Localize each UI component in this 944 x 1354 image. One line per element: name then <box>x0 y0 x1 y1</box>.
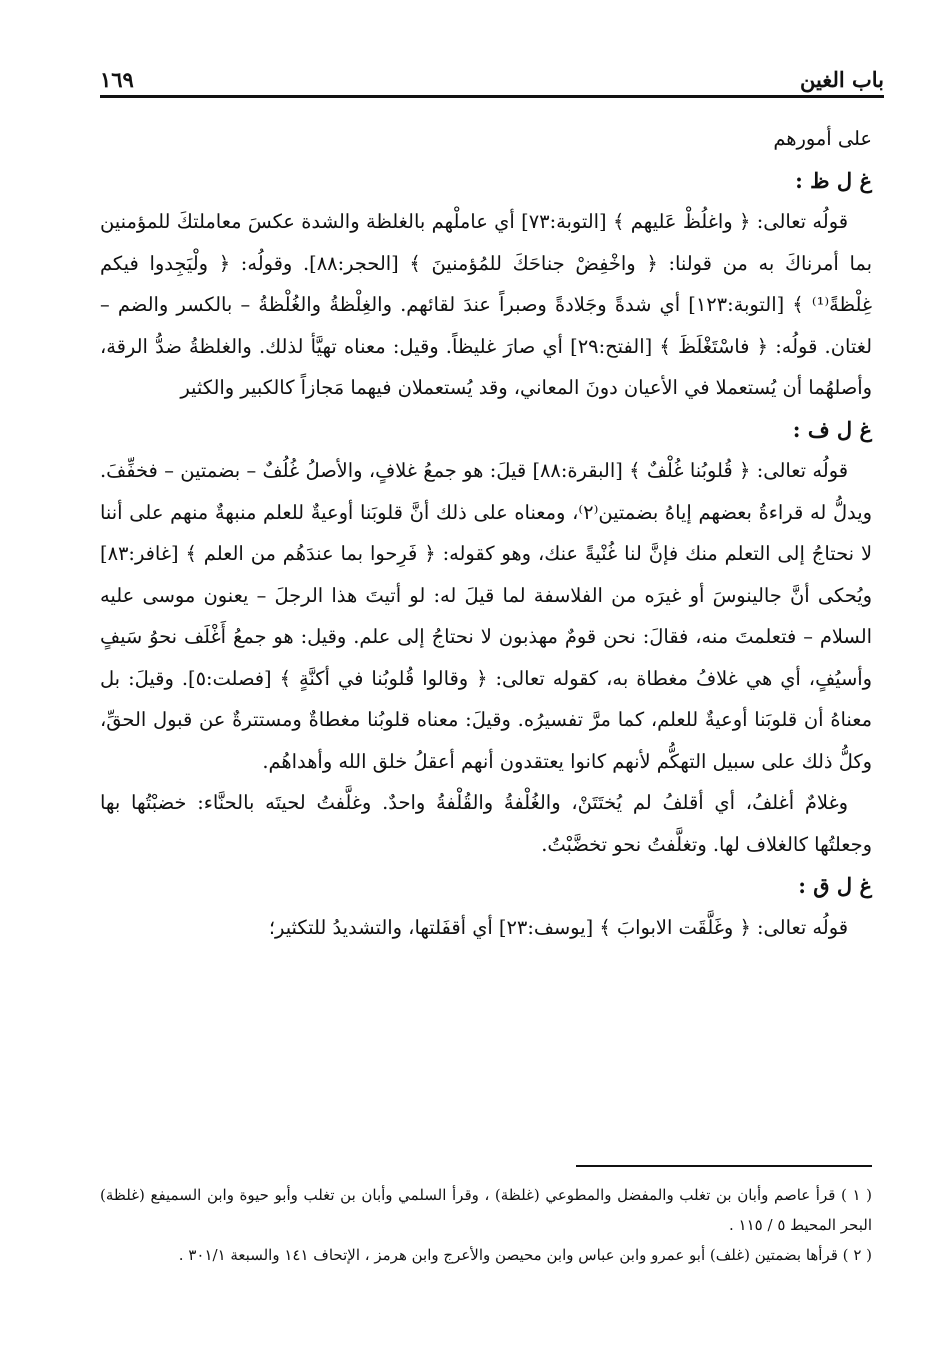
footnote-2: ( ٢ ) قرأها بضمتين (غلف) أبو عمرو وابن عباس وابن محيصن والأعرج وابن هرمز ، الإتحاف ١٤١ والسبعة ٣٠١/١ . <box>178 1246 872 1264</box>
paragraph-ghlf-1: قولُه تعالى: ﴿ قُلوبُنا غُلْفٌ ﴾ [البقرة:٨٨] قيلَ: هو جمعُ غلافٍ، والأصلُ غُلُفٌ – بضمتين – فخفِّفَ. ويدلُّ له قراءةُ بعضهم إياهُ بضمتين⁽٢⁾، ومعناه على ذلك أنَّ قلوبَنا أوعيةٌ للعلم منبهةٌ منهم على أننا لا نحتاجُ إلى التعلم منك فإنَّ لنا غُنْيةً عنك، وهو كقوله: ﴿ فَرِحوا بما عندَهُم من العلم ﴾ [غافر:٨٣] ويُحكى أنَّ جالينوسَ أو غيرَه من الفلاسفة لما قيلَ له: لو أتيتَ هذا الرجلَ – يعنون موسى عليه السلام – فتعلمتَ منه، فقالَ: نحن قومٌ مهذبون لا نحتاجُ إلى علم. وقيل: هو جمعُ أَغْلَف نحوُ سَيفٍ وأسيُفٍ، أي هي غلافُ مغطاة به، كقوله تعالى: ﴿ وقالوا قُلوبُنا في أكنَّةٍ ﴾ [فصلت:٥]. وقيلَ: بل معناهُ أن قلوبَنا أوعيةٌ للعلم، كما مرَّ تفسيرُه. وقيلَ: معناه قلوبُنا مغطاةٌ ومستترةٌ عن قبول الحقِّ، وكلُّ ذلك على سبيل التهكُّم لأنهم كانوا يعتقدون أنهم أعقلُ خلق الله وأهداهُم. <box>100 459 872 773</box>
entry-heading-ghlq: غ ل ق : <box>798 873 872 898</box>
page-number: ١٦٩ <box>100 67 134 92</box>
footnote-rule <box>576 1165 872 1167</box>
entry-heading-ghlf: غ ل ف : <box>792 416 872 442</box>
page-header <box>100 56 884 92</box>
header-rule <box>100 95 884 98</box>
paragraph-ghlz: قولُه تعالى: ﴿ واغلُظْ عَليهم ﴾ [التوبة:٧٣] أي عاملْهم بالغلظة والشدة عكسَ معاملتكَ للمؤمنين بما أمرناكَ به من قولنا: ﴿ واخْفِضْ جناحَكَ للمُؤمنينَ ﴾ [الحجر:٨٨]. وقولُه: ﴿ ولْيَجِدوا فيكم غِلْظةً⁽¹⁾ ﴾ [التوبة:١٢٣] أي شدةً وجَلادةً وصبراً عندَ لقائهم. والغِلْظةُ والغُلْظةُ – بالكسر والضم – لغتان. قولُه: ﴿ فاسْتَغْلَظَ ﴾ [الفتح:٢٩] أي صارَ غليظاً. وقيل: معناه تهيَّأ لذلك. والغلظةُ ضدُّ الرقة، وأصلهُما أن يُستعملا في الأعيان دونَ المعاني، وقد يُستعملان فيهما مَجازاً كالكبير والكثير <box>100 210 872 399</box>
footnote-1: ( ١ ) قرأ عاصم وأبان بن تغلب والمفضل والمطوعي (غلظة) ، وقرأ السلمي وأبان بن تغلب وأبو حيوة وابن السميفع (غلظة) البحر المحيط ٥ / ١١٥ . <box>100 1186 872 1234</box>
continuation-text: على أمورهم <box>773 127 872 150</box>
chapter-title: باب الغين <box>799 67 884 92</box>
paragraph-ghlq: قولُه تعالى: ﴿ وغَلَّقَت الابوابَ ﴾ [يوسف:٢٣] أي أقفَلتها، والتشديدُ للتكثير؛ <box>268 915 848 939</box>
paragraph-ghlf-2: وغلامٌ أغلفُ، أي أقلفُ لم يُختَتَنْ، والغُلْفةُ والقُلْفةُ واحدٌ. وغلَّفتُ لحيتَه بالحنَّاء: خضبْتُها بها وجعلتُها كالغلاف لها. وتغلَّفتُ نحو تخضَّبْتُ. <box>100 791 872 856</box>
main-text <box>100 118 872 948</box>
entry-heading-ghlz: غ ل ظ : <box>795 167 872 193</box>
footnotes <box>100 1180 872 1270</box>
